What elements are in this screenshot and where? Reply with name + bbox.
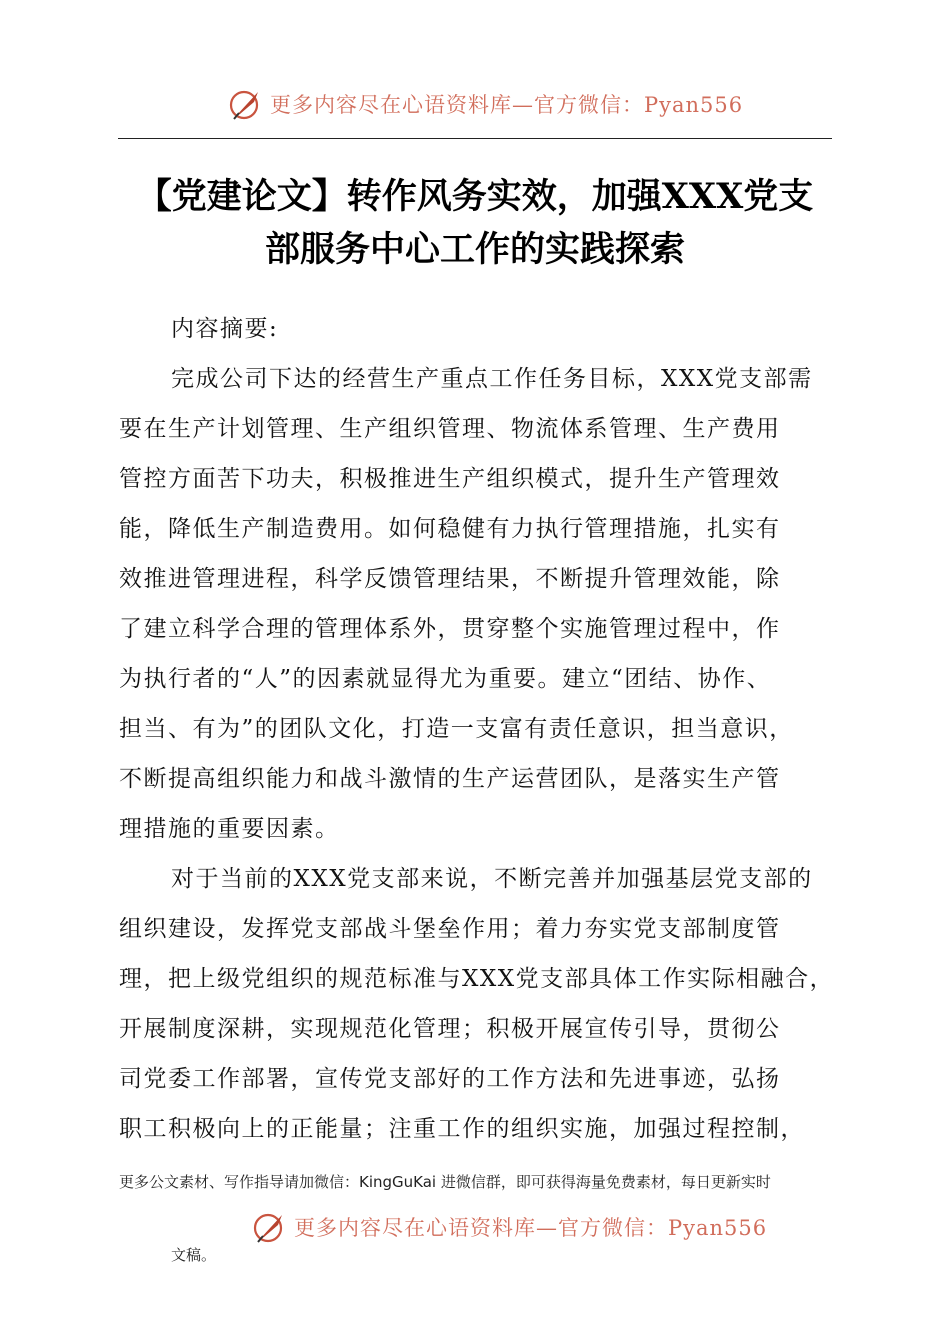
body-line: 理措施的重要因素。 <box>119 816 340 842</box>
quill-logo-icon <box>228 86 264 122</box>
footer-tail: 文稿。 <box>171 1246 217 1264</box>
body-line: 不断提高组织能力和战斗激情的生产运营团队，是落实生产管 <box>119 766 781 792</box>
header-divider <box>118 138 832 139</box>
body-line: 对于当前的XXX党支部来说，不断完善并加强基层党支部的 <box>171 866 813 892</box>
body-line: 理，把上级党组织的规范标准与XXX党支部具体工作实际相融合， <box>119 966 835 992</box>
title-line-1: 【党建论文】转作风务实效，加强XXX党支 <box>136 176 814 217</box>
quill-logo-icon <box>252 1209 288 1245</box>
footer-note: 更多公文素材、写作指导请加微信：KingGuKai 进微信群，即可获得海量免费素材，每日更新实时 <box>119 1173 771 1191</box>
watermark-text: 更多内容尽在心语资料库—官方微信：Pyan556 <box>270 93 744 117</box>
watermark-text: 更多内容尽在心语资料库—官方微信：Pyan556 <box>294 1216 768 1240</box>
body-line: 能，降低生产制造费用。如何稳健有力执行管理措施，扎实有 <box>119 516 781 542</box>
title-line-2: 部服务中心工作的实践探索 <box>264 229 685 270</box>
header-watermark <box>228 86 743 122</box>
body-text <box>119 304 833 1154</box>
body-line: 要在生产计划管理、生产组织管理、物流体系管理、生产费用 <box>119 416 781 442</box>
body-line: 完成公司下达的经营生产重点工作任务目标，XXX党支部需 <box>171 366 813 392</box>
body-line: 为执行者的“人”的因素就显得尤为重要。建立“团结、协作、 <box>119 666 772 692</box>
body-line: 效推进管理进程，科学反馈管理结果，不断提升管理效能，除 <box>119 566 781 592</box>
body-line: 担当、有为”的团队文化，打造一支富有责任意识，担当意识， <box>119 716 794 742</box>
body-line: 开展制度深耕，实现规范化管理；积极开展宣传引导，贯彻公 <box>119 1016 781 1042</box>
body-line: 管控方面苦下功夫，积极推进生产组织模式，提升生产管理效 <box>119 466 781 492</box>
document-title <box>118 170 832 276</box>
abstract-heading: 内容摘要: <box>171 316 279 342</box>
footer-watermark <box>252 1209 767 1245</box>
body-line: 了建立科学合理的管理体系外，贯穿整个实施管理过程中，作 <box>119 616 781 642</box>
body-line: 组织建设，发挥党支部战斗堡垒作用；着力夯实党支部制度管 <box>119 916 781 942</box>
body-line: 司党委工作部署，宣传党支部好的工作方法和先进事迹，弘扬 <box>119 1066 781 1092</box>
body-line: 职工积极向上的正能量；注重工作的组织实施，加强过程控制， <box>119 1116 805 1142</box>
